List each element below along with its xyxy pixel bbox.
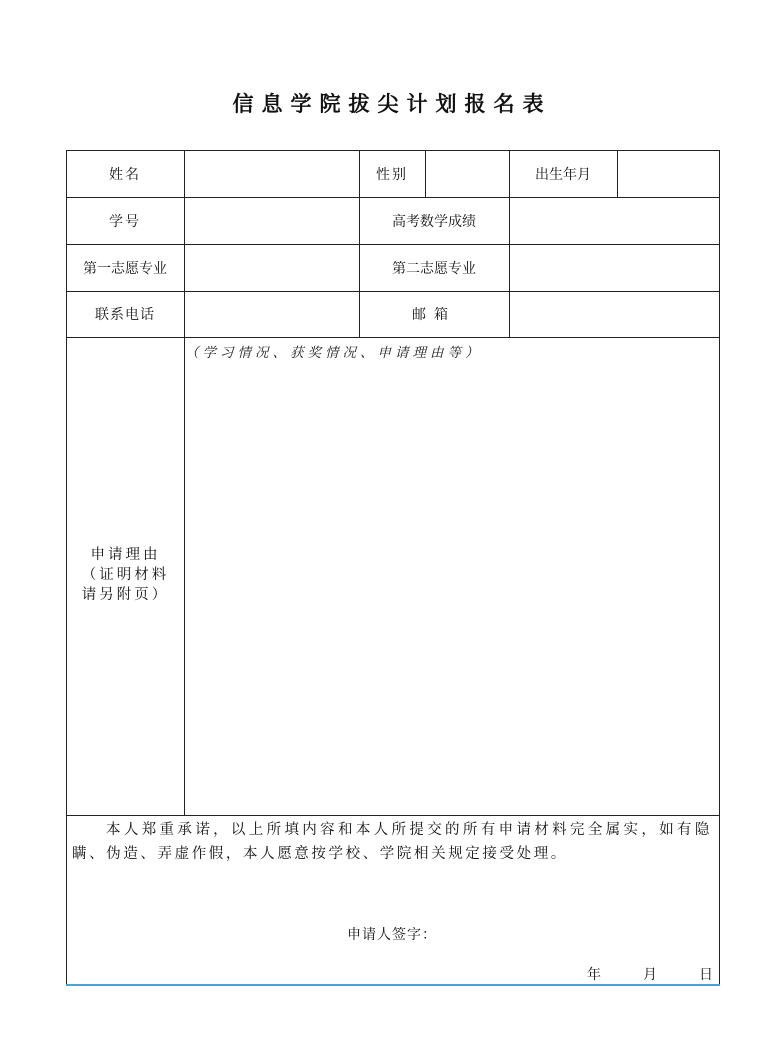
reason-input-area[interactable] [185,360,719,814]
pledge-statement: 本人郑重承诺，以上所填内容和本人所提交的所有申请材料完全属实，如有隐瞒、伪造、弄虚作假，本人愿意按学校、学院相关规定接受处理。 [72,822,712,862]
email-input-cell[interactable] [510,291,720,337]
reason-label-line: 申请理由 [90,547,161,563]
first-major-input-cell[interactable] [185,244,359,291]
student-id-input-cell[interactable] [185,197,359,244]
gender-input-cell[interactable] [426,150,509,197]
row-divider [66,815,720,816]
name-input-cell[interactable] [185,150,359,197]
date-month: 月 [643,967,657,983]
student-id-label: 学号 [109,213,141,230]
reason-label-line: （证明材料 [81,567,170,583]
birth-input-cell[interactable] [618,150,720,197]
reason-label-line: 请另附页） [81,587,170,603]
row-divider [66,337,720,338]
email-label: 邮箱 [412,307,456,323]
first-major-label: 第一志愿专业 [83,260,167,277]
phone-label: 联系电话 [95,307,155,323]
reason-label [66,545,185,605]
gaokao-math-input-cell[interactable] [510,197,720,244]
birth-label: 出生年月 [535,166,591,183]
reason-hint: （学习情况、获奖情况、申请理由等） [185,345,483,361]
second-major-label: 第二志愿专业 [392,260,476,277]
phone-input-cell[interactable] [185,291,359,337]
form-title: 信息学院拔尖计划报名表 [232,92,552,116]
date-day: 日 [699,967,713,983]
date-year: 年 [587,967,601,983]
bottom-rule [66,984,720,986]
gender-label: 性别 [376,166,408,183]
name-label: 姓名 [109,166,141,183]
gaokao-math-label: 高考数学成绩 [392,213,476,230]
second-major-input-cell[interactable] [510,244,720,291]
signature-label: 申请人签字： [347,927,437,943]
